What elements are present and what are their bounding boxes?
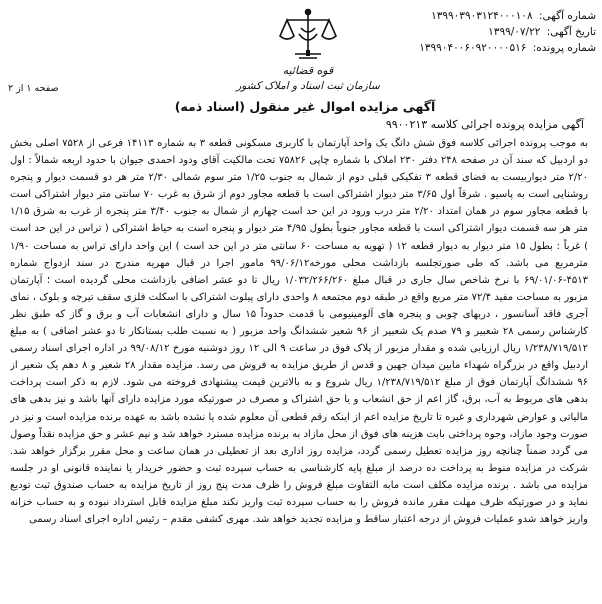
judiciary-emblem-icon: [275, 6, 341, 64]
notice-title: آگهی مزایده اموال غیر منقول (اسناد ذمه): [174, 99, 436, 114]
notice-number-row: [386, 8, 596, 24]
file-number-row: [386, 40, 596, 56]
notice-number-value: ۱۳۹۹۰۳۹۰۳۱۲۴۰۰۰۱۰۸: [431, 10, 533, 22]
file-number-value: ۱۳۹۹۰۴۰۰۶۰۹۲۰۰۰۰۵۱۶: [419, 42, 527, 54]
notice-date-value: ۱۳۹۹/۰۷/۲۲: [488, 26, 541, 38]
page-number: صفحه ۱ از ۲: [8, 83, 59, 94]
judiciary-name: قوه قضائیه: [282, 64, 334, 77]
file-line: آگهی مزایده پرونده اجرائی کلاسه ۹۹۰۰۲۱۳: [385, 118, 584, 131]
organization-name: سازمان ثبت اسناد و املاک کشور: [236, 80, 380, 92]
file-number-label: شماره پرونده:: [532, 42, 596, 54]
notice-meta: [386, 8, 596, 56]
notice-number-label: شماره آگهی:: [538, 10, 596, 22]
notice-date-label: تاریخ آگهی:: [546, 26, 596, 38]
notice-date-row: [386, 24, 596, 40]
notice-body: به موجب پرونده اجرائی کلاسه فوق شش دانگ یک واحد آپارتمان با کاربری مسکونی قطعه ۳ به شماره ۱۴۱۱۳ فرعی از ۷۵۲۸ اصلی بخش دو اردبیل که سند آن در صفحه ۲۴۸ دفتر ۲۳۰ املاک با شماره چاپی ۷۵۸۲۶ تحت مالکیت آقای ودود احمدی جیوان با حدود اربعه شمالاً : اول ۲/۲۰ متر دیواربیست به فضای قطعه ۳ تفکیکی قبلی دوم از شمال به جنوب ۱/۲۵ متر سوم شمالی ۲/۳۰ متر هر دو قسمت دیوار و پنجره روشنایی است به پاسیو . شرقاً اول ۳/۶۵ متر دیوار اشتراکی است با قطعه مجاور دوم از شرق به غرب ۷۰ سانتی متر دیوار اشتراکی است با قطعه مجاور سوم در همان امتداد ۲/۲۰ متر درب ورود در این حد است چهارم از شمال به جنوب ۳/۴۰ متر پنجره از غرب به شرق ۱/۱۵ متر هر سه قسمت دیوار اشتراکی است با قطعه مجاور جنوباً بطول ۴/۹۵ متر دیوار و پنجره است به حیاط اشتراکی ( تراس در این حد است ) غرباً : بطول ۱۵ متر دیوار به دیوار قطعه ۱۲ ( تهویه به مساحت ۶۰ سانتی متر در این حد است ) این واحد دارای تراس به مساحت ۱/۹۰ مترمربع می باشد. که طی صورتجلسه بازداشت محلی مورخه۹۹/۰۶/۱۲ مامور اجرا در قبال مهریه مندرج در سند ازدواج شماره ۴۵۱۳-۶۹/۰۱/۰۶ با نرخ شاخص سال جاری در قبال مبلغ ۱/۰۳۲/۲۶۶/۲۶۰ ریال تا دو عشر اضافی بازداشت محلی گردیده است ؛ آپارتمان مزبور به مساحت مفید ۷۲/۴ متر مربع واقع در طبقه دوم مجتمعه ۸ واحدی دارای پیلوت اشتراکی با اسکلت فلزی سقف تیرچه و بلوک ، نمای آجری فاقد آسانسور ، دربهای چوبی و پنجره های آلومینیومی با قدمت حدوداً ۱۵ سال و دارای انشعابات آب و برق و گاز که طبق نظر کارشناس رسمی ۲۸ شعبیر و ۷۹ صدم یک شعبیر از ۹۶ شعیر ششدانگ واحد مزبور ( به نسبت طلب بستانکار تا دو عشر اضافی ) به مبلغ ۱/۲۳۸/۷۱۹/۵۱۲ ریال ارزیابی شده و مقدار مزبور از پلاک فوق در ساعت ۹ الی ۱۲ روز دوشنبه مورخ ۹۹/۰۸/۱۲ در اداره اجرای اسناد رسمی اردبیل واقع در بزرگراه شهداء مابین میدان جهین و قدس از طریق مزایده به فروش می رسد. مزایده مقدار ۲۸ شعیر و ۸ دهم یک شعیر از ۹۶ ششدانگ آپارتمان فوق از مبلغ ۱/۲۳۸/۷۱۹/۵۱۲ ریال شروع و به بالاترین قیمت پیشنهادی فروخته می شود. لازم به ذکر است پرداخت بدهی های مربوط به آب، برق، گاز اعم از حق انشعاب و یا حق اشتراک و مصرف در صورتیکه مورد مزایده دارای آنها باشد و نیز بدهی های مالیاتی و عوارض شهرداری و غیره تا تاریخ مزایده اعم از اینکه رقم قطعی آن معلوم شده یا نشده باشد به عهده برنده مزایده است و نیز در صورت وجود مازاد، وجوه پرداختی بابت هزینه های فوق از محل مازاد به برنده مزایده مسترد خواهد شد و نیم عشر و حق مزایده نقداً وصول می گردد ضمناً چنانچه روز مزایده تعطیل رسمی گردد، مزایده روز اداری بعد از تعطیلی در همان ساعت و محل مقرر برگزار خواهد شد. شرکت در مزایده منوط به پرداخت ده درصد از مبلغ پایه کارشناسی به حساب سپرده ثبت و حضور خریدار یا نماینده قانونی او در جلسه مزایده می باشد . برنده مزایده مکلف است مابه التفاوت مبلغ فروش را ظرف مدت پنج روز از تاریخ مزایده به حساب صندوق ثبت تودیع نماید و در صورتیکه ظرف مهلت مقرر مانده فروش را به حساب سپرده ثبت واریز نکند مبلغ مزایده قابل استرداد نبوده و به حساب خزانه واریز خواهد شدو عملیات فروش از درجه اعتبار ساقط و مزایده تجدید خواهد شد. مهری کشفی مقدم – رئیس اداره اجرای اسناد رسمی: [10, 138, 588, 526]
